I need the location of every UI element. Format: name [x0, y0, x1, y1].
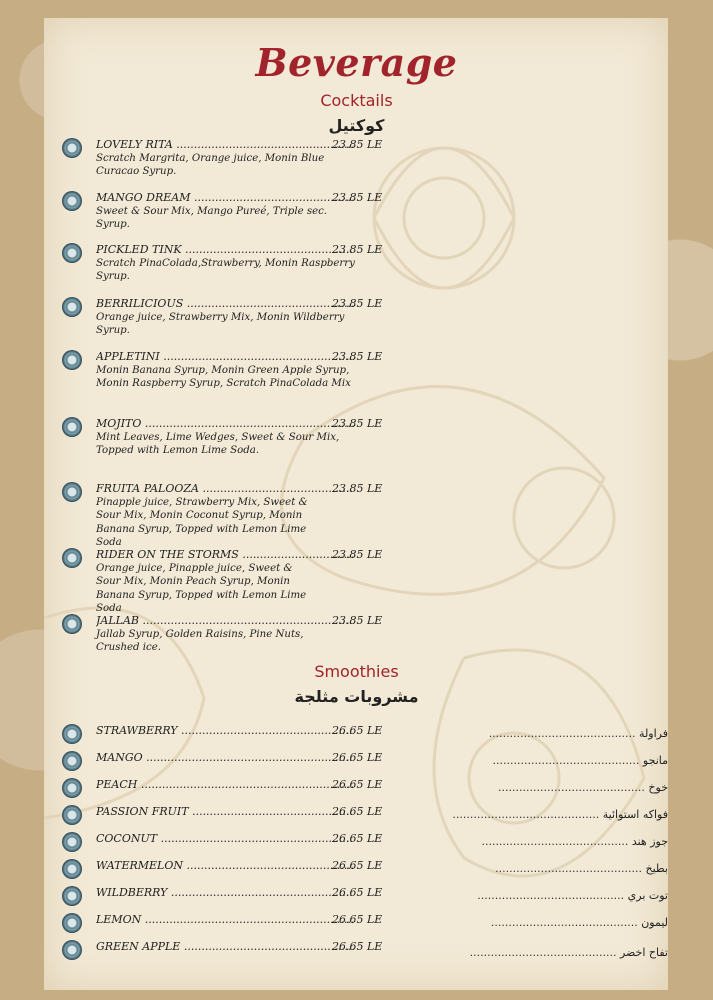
- emblem-icon: [62, 350, 82, 370]
- menu-title: Beverage: [255, 40, 458, 85]
- item-price: 23.85 LE: [332, 548, 383, 561]
- item-name: PASSION FRUIT .....: [96, 805, 354, 819]
- emblem-icon: [62, 482, 82, 502]
- item-price: 26.65 LE: [332, 724, 383, 737]
- emblem-icon: [62, 805, 82, 825]
- smoothie-name-arabic: [432, 889, 668, 903]
- item-description: Monin Banana Syrup, Monin Green Apple Syrup, Monin Raspberry Syrup, Scratch PinaColada Mix: [96, 365, 351, 390]
- emblem-icon: [62, 913, 82, 933]
- arabic-label: خوخ: [648, 781, 668, 794]
- item-description: Scratch Margrita, Orange juice, Monin Blue Curacao Syrup.: [96, 153, 325, 178]
- item-price: 23.85 LE: [332, 243, 383, 256]
- item-name: MOJITO .....: [96, 417, 354, 431]
- item-name: WILDBERRY .....: [96, 886, 354, 900]
- emblem-icon: [62, 940, 82, 960]
- smoothies-heading: Smoothies: [314, 662, 399, 681]
- emblem-icon: [62, 751, 82, 771]
- arabic-label: جوز هند: [631, 835, 668, 848]
- emblem-icon: [62, 832, 82, 852]
- item-price: 26.65 LE: [332, 832, 383, 845]
- arabic-label: فواكه استوائية: [602, 808, 668, 821]
- item-name: RIDER ON THE STORMS .....: [96, 548, 354, 562]
- item-price: 23.85 LE: [332, 350, 383, 363]
- arabic-label: مانجو: [642, 754, 668, 767]
- smoothie-name-arabic: [432, 835, 668, 849]
- item-name: LOVELY RITA .....: [96, 138, 354, 152]
- emblem-icon: [62, 297, 82, 317]
- smoothie-name-arabic: [432, 862, 668, 876]
- item-price: 26.65 LE: [332, 805, 383, 818]
- item-name: MANGO DREAM .....: [96, 191, 354, 205]
- dot-leader: ..........................................: [477, 889, 628, 902]
- emblem-icon: [62, 724, 82, 744]
- item-price: 26.65 LE: [332, 913, 383, 926]
- dot-leader: ..........................................: [492, 754, 643, 767]
- emblem-icon: [62, 417, 82, 437]
- arabic-label: توت بري: [627, 889, 668, 902]
- cocktails-heading-arabic: كوكتيل: [328, 116, 385, 135]
- arabic-label: فراولة: [639, 727, 668, 740]
- item-name: MANGO .....: [96, 751, 354, 765]
- item-description: Jallab Syrup, Golden Raisins, Pine Nuts, Crushed ice.: [96, 629, 304, 654]
- arabic-label: ليمون: [641, 916, 668, 929]
- item-price: 23.85 LE: [332, 417, 383, 430]
- item-description: Sweet & Sour Mix, Mango Pureé, Triple sec. Syrup.: [96, 206, 328, 231]
- dot-leader: ..........................................: [469, 946, 620, 959]
- smoothies-heading-arabic: مشروبات مثلجة: [294, 687, 419, 706]
- emblem-icon: [62, 886, 82, 906]
- smoothie-name-arabic: [432, 781, 668, 795]
- item-name: COCONUT .....: [96, 832, 354, 846]
- dot-leader: ..........................................: [488, 727, 640, 740]
- item-name: BERRILICIOUS .....: [96, 297, 354, 311]
- item-name: LEMON .....: [96, 913, 354, 927]
- emblem-icon: [62, 859, 82, 879]
- item-price: 23.85 LE: [332, 482, 383, 495]
- item-name: GREEN APPLE .....: [96, 940, 354, 954]
- emblem-icon: [62, 548, 82, 568]
- item-price: 26.65 LE: [332, 940, 383, 953]
- item-description: Orange juice, Pinapple juice, Sweet & Sour Mix, Monin Peach Syrup, Monin Banana Syrup, Topped with Lemon Lime Soda: [96, 563, 307, 614]
- arabic-label: تفاح اخضر: [619, 946, 668, 959]
- emblem-icon: [62, 614, 82, 634]
- smoothie-name-arabic: [432, 916, 668, 930]
- item-description: Mint Leaves, Lime Wedges, Sweet & Sour Mix, Topped with Lemon Lime Soda.: [96, 432, 340, 457]
- item-name: PICKLED TINK .....: [96, 243, 354, 257]
- emblem-icon: [62, 191, 82, 211]
- dot-leader: ..........................................: [452, 808, 603, 821]
- item-price: 23.85 LE: [332, 297, 383, 310]
- arabic-label: بطيخ: [645, 862, 668, 875]
- dot-leader: ..........................................: [498, 781, 649, 794]
- item-price: 26.65 LE: [332, 859, 383, 872]
- item-name: WATERMELON .....: [96, 859, 354, 873]
- item-name: FRUITA PALOOZA .....: [96, 482, 354, 496]
- cocktails-heading: Cocktails: [320, 91, 393, 110]
- emblem-icon: [62, 243, 82, 263]
- item-name: APPLETINI .....: [96, 350, 354, 364]
- item-name: JALLAB .....: [96, 614, 354, 628]
- smoothie-name-arabic: [432, 727, 668, 741]
- item-description: Scratch PinaColada,Strawberry, Monin Raspberry Syrup.: [96, 258, 355, 283]
- emblem-icon: [62, 138, 82, 158]
- item-price: 23.85 LE: [332, 191, 383, 204]
- item-name: STRAWBERRY .....: [96, 724, 354, 738]
- smoothie-name-arabic: [432, 754, 668, 768]
- smoothie-name-arabic: [432, 946, 668, 960]
- item-price: 26.65 LE: [332, 886, 383, 899]
- item-price: 23.85 LE: [332, 138, 383, 151]
- item-description: Pinapple juice, Strawberry Mix, Sweet & Sour Mix, Monin Coconut Syrup, Monin Banana Syrup, Topped with Lemon Lime Soda: [96, 497, 308, 548]
- item-price: 26.65 LE: [332, 751, 383, 764]
- item-price: 23.85 LE: [332, 614, 383, 627]
- emblem-icon: [62, 778, 82, 798]
- dot-leader: ..........................................: [495, 862, 646, 875]
- dot-leader: ..........................................: [481, 835, 632, 848]
- dot-leader: ..........................................: [490, 916, 642, 929]
- item-description: Orange juice, Strawberry Mix, Monin Wildberry Syrup.: [96, 312, 345, 337]
- smoothie-name-arabic: [432, 808, 668, 822]
- item-price: 26.65 LE: [332, 778, 383, 791]
- item-name: PEACH .....: [96, 778, 354, 792]
